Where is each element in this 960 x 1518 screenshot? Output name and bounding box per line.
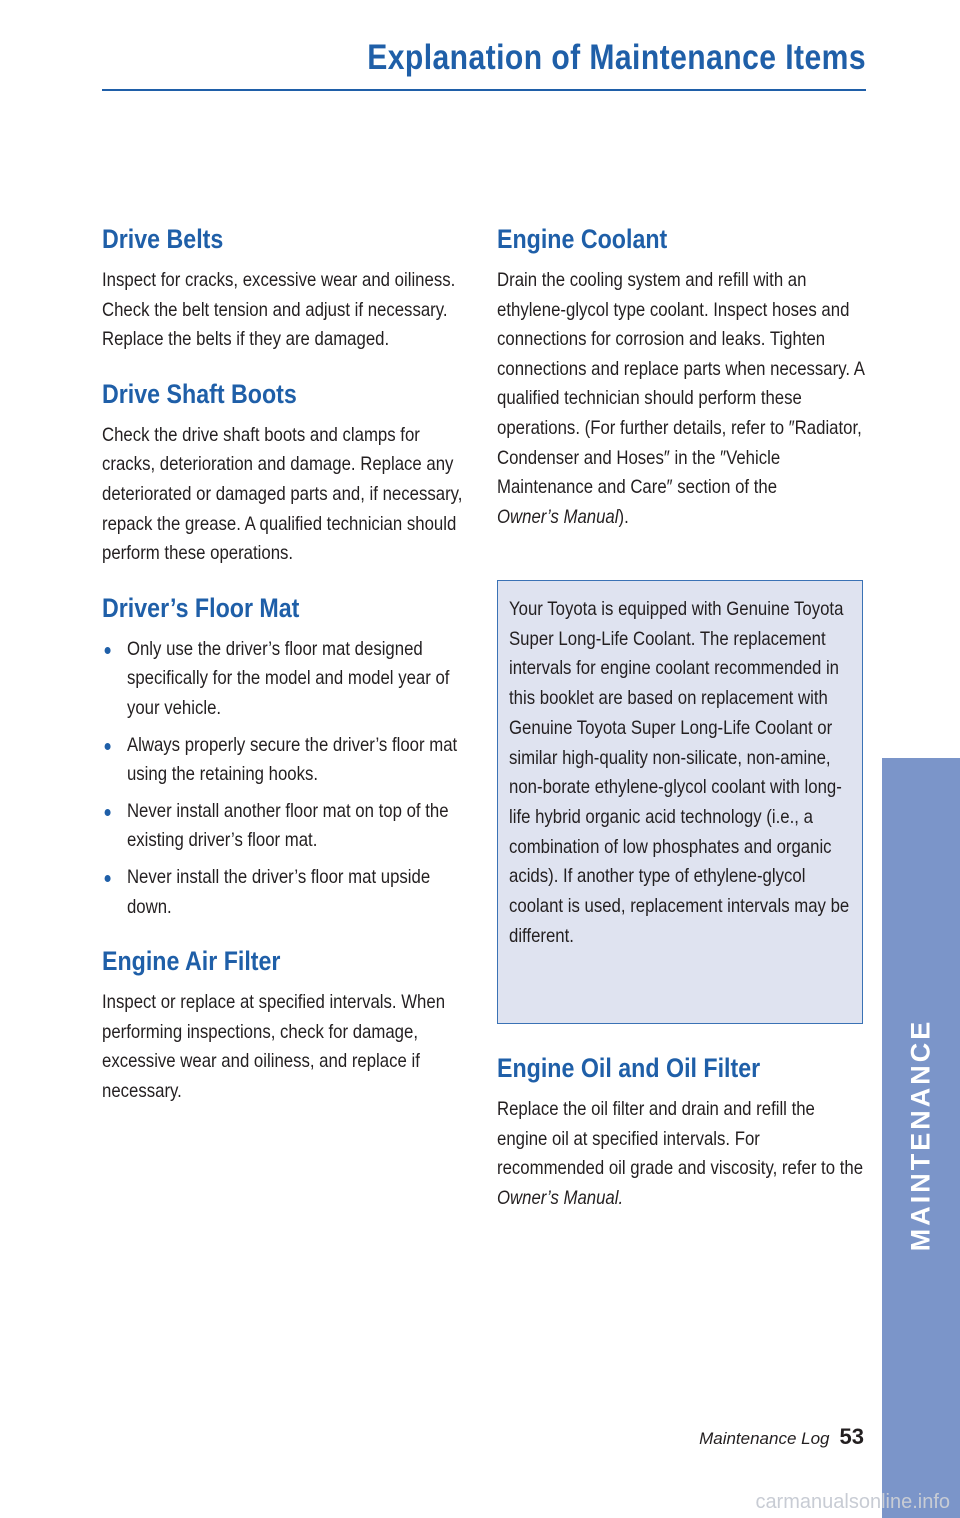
section-drivers-floor-mat <box>102 591 472 922</box>
side-tab-label: MAINTENANCE <box>905 1018 936 1252</box>
bullet-text: Never install another floor mat on top of the existing driver’s floor mat. <box>126 799 449 852</box>
bullet-dot-icon <box>105 647 111 654</box>
section-body: Check the drive shaft boots and clamps for cracks, deterioration and damage. Replace any deteriorated or damaged parts and, if necessary, repack the grease. A qualified technician should perform these operations. <box>102 423 463 565</box>
page-footer <box>699 1424 864 1450</box>
callout-text: Your Toyota is equipped with Genuine Toyota Super Long-Life Coolant. The replacement intervals for engine coolant recommended in this booklet are based on replacement with Genuine Toyota Super Long-Life Coolant or similar high-quality non-silicate, non-amine, non-borate ethylene-glycol coolant with long-life hybrid organic acid technology (i.e., a combination of low phosphates and organic acids). If another type of ethylene-glycol coolant is used, replacement intervals may be different. <box>509 598 850 947</box>
right-column <box>497 222 867 554</box>
bullet-dot-icon <box>105 875 111 882</box>
maintenance-side-tab <box>882 758 960 1518</box>
bullet-dot-icon <box>105 743 111 750</box>
section-engine-air-filter <box>102 944 472 1106</box>
section-drive-shaft-boots <box>102 377 472 569</box>
bullet-item <box>102 635 471 724</box>
left-column <box>102 222 472 1128</box>
section-engine-oil <box>497 1051 867 1213</box>
section-body: Inspect or replace at specified intervals. When performing inspections, check for damage, excessive wear and oiliness, and replace if necessary. <box>102 991 446 1102</box>
section-heading: Drive Shaft Boots <box>102 378 297 409</box>
bullet-item <box>102 863 471 922</box>
section-body <box>497 266 867 532</box>
bullet-item <box>102 797 471 856</box>
section-heading: Engine Oil and Oil Filter <box>497 1053 761 1083</box>
oil-body-text: Replace the oil filter and drain and refill the engine oil at specified intervals. For recommended oil grade and viscosity, refer to the <box>497 1098 864 1180</box>
section-body: Inspect for cracks, excessive wear and oiliness. Check the belt tension and adjust if necessary. Replace the belts if they are damaged. <box>102 269 456 351</box>
bullet-item <box>102 731 471 790</box>
owners-manual-reference: Owner’s Manual <box>497 505 619 528</box>
section-heading: Drive Belts <box>102 224 224 254</box>
section-heading: Engine Coolant <box>497 224 668 254</box>
title-divider <box>102 89 866 91</box>
bullet-dot-icon <box>105 809 111 816</box>
section-body <box>497 1095 867 1213</box>
page-number: 53 <box>839 1424 864 1449</box>
owners-manual-reference: Owner’s Manual. <box>497 1186 624 1209</box>
page-title: Explanation of Maintenance Items <box>367 38 866 77</box>
bullet-text: Never install the driver’s floor mat upside down. <box>126 865 431 918</box>
coolant-body-end: ). <box>618 505 629 528</box>
bullet-text: Always properly secure the driver’s floor mat using the retaining hooks. <box>126 733 458 786</box>
section-heading: Engine Air Filter <box>102 946 281 977</box>
watermark: carmanualsonline.info <box>755 1491 950 1513</box>
bullet-text: Only use the driver’s floor mat designed specifically for the model and model year of your vehicle. <box>126 637 450 719</box>
coolant-info-callout <box>497 580 863 1024</box>
coolant-body-text: Drain the cooling system and refill with an ethylene-glycol type coolant. Inspect hoses and connections for corrosion and leaks. Tighten connections and replace parts when necessary. A qualified technician should perform these operations. (For further details, refer to ″Radiator, Condenser and Hoses″ in the ″Vehicle Maintenance and Care″ section of the <box>497 269 864 499</box>
section-heading: Driver’s Floor Mat <box>102 592 300 623</box>
footer-label: Maintenance Log <box>699 1429 830 1448</box>
section-drive-belts <box>102 222 472 355</box>
floor-mat-bullet-list <box>102 635 472 922</box>
section-engine-coolant <box>497 222 867 532</box>
